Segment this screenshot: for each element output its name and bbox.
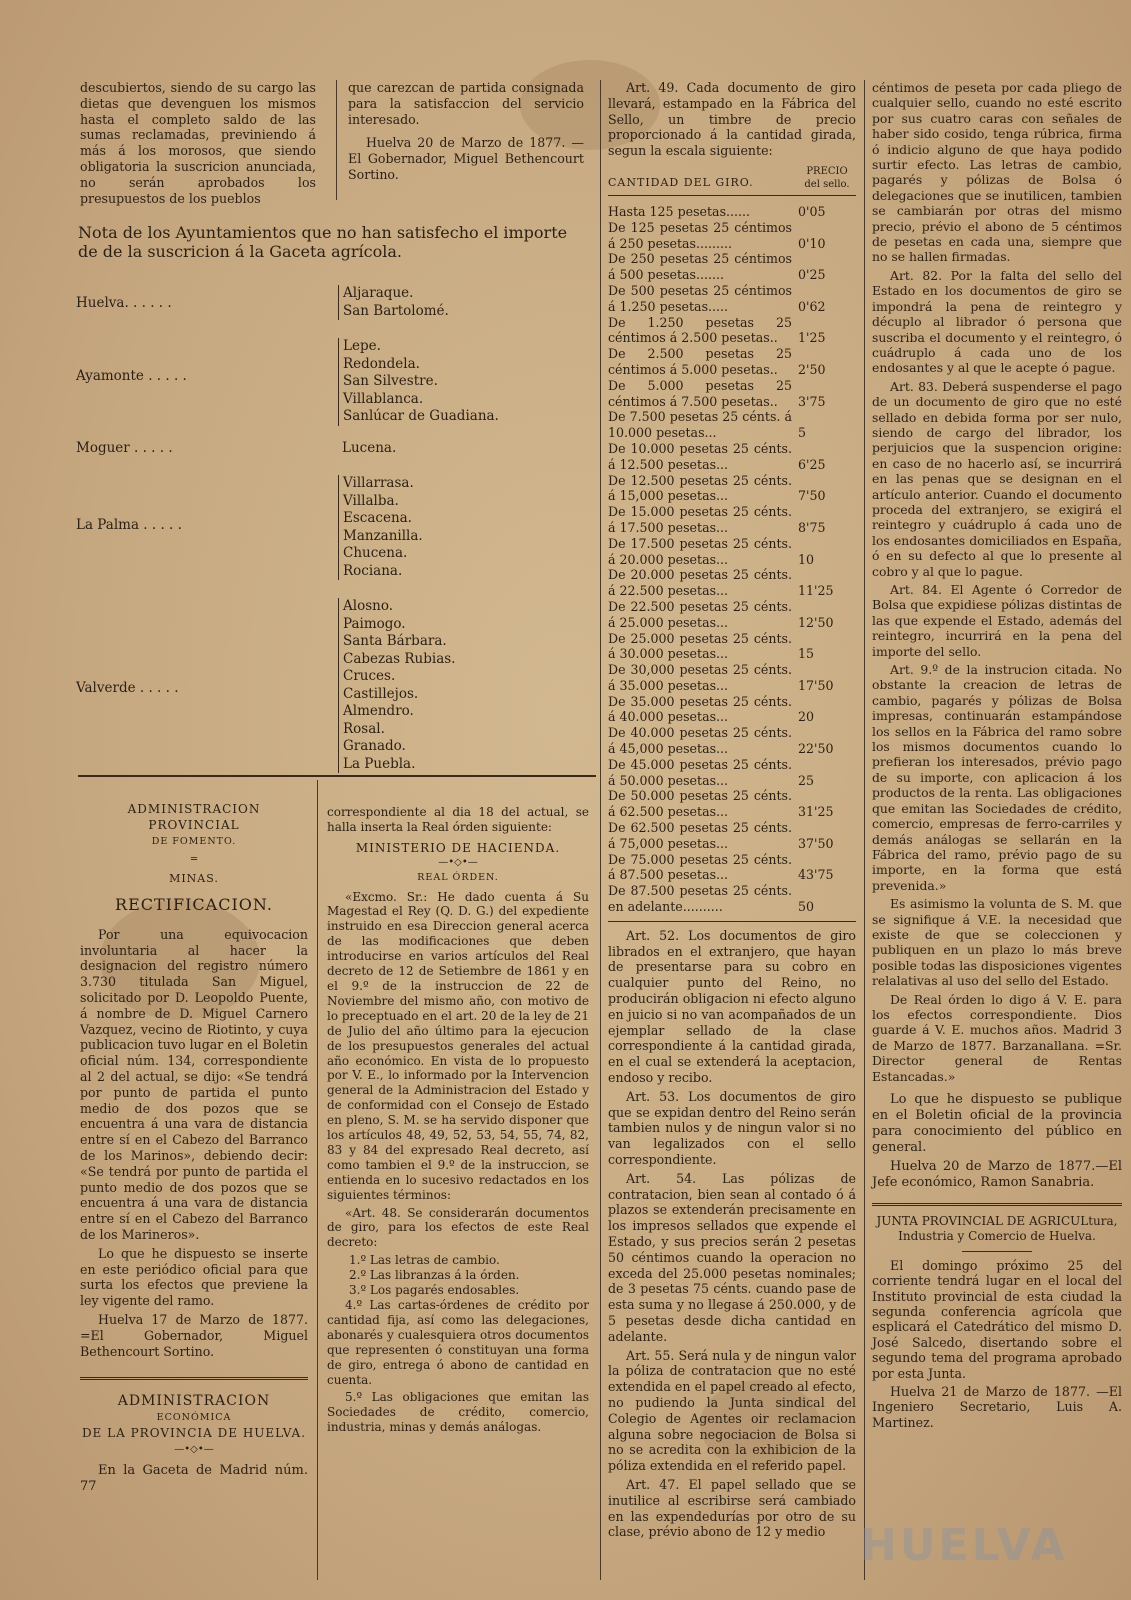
rate-row <box>608 504 856 536</box>
separator: —•◇•— <box>174 1443 214 1455</box>
rate-range: De 87.500 pesetas 25 cénts. en adelante.......... <box>608 883 792 915</box>
pueblos-list <box>338 440 396 458</box>
rate-price: 22'50 <box>798 741 834 757</box>
partido-name: Valverde . . . . . <box>76 680 179 696</box>
th-cantidad: CANTIDAD DEL GIRO. <box>608 176 754 190</box>
rate-price: 3'75 <box>798 393 826 409</box>
admin-econ-heading: ADMINISTRACION <box>117 1393 271 1410</box>
rate-price: 12'50 <box>798 614 834 630</box>
art48-item5: 5.º Las obligaciones que emitan las Sociedades de crédito, comercio, industria, minas y demás análogas. <box>327 1390 589 1435</box>
rate-range: De 45.000 pesetas 25 cénts. á 50.000 pesetas... <box>608 756 792 788</box>
rate-range: De 20.000 pesetas 25 cénts. á 22.500 pesetas... <box>608 567 792 599</box>
rate-price: 1'25 <box>798 330 826 346</box>
rate-range: De 22.500 pesetas 25 cénts. á 25.000 pesetas... <box>608 598 792 630</box>
rate-range: De 40.000 pesetas 25 cénts. á 45,000 pesetas... <box>608 725 792 757</box>
rate-price: 5 <box>798 425 807 441</box>
rate-row <box>608 473 856 505</box>
column-rule <box>336 80 337 200</box>
partido-name: La Palma . . . . . <box>76 517 182 533</box>
de-fomento-heading: DE FOMENTO. <box>151 835 237 847</box>
rate-price: 25 <box>798 772 815 788</box>
col1-lower <box>80 802 308 1498</box>
rate-price: 0'10 <box>798 235 826 251</box>
pueblo: Cruces. <box>343 668 396 684</box>
section-rule <box>872 1203 1122 1206</box>
pueblo: Cabezas Rubias. <box>343 650 456 667</box>
minas-heading: MINAS. <box>169 872 219 886</box>
rate-row <box>608 631 856 663</box>
partido-name: Ayamonte . . . . . <box>76 368 187 384</box>
junta-signature: Huelva 21 de Marzo de 1877. —El Ingeniero Secretario, Luis A. Martinez. <box>872 1384 1122 1430</box>
rate-row <box>608 251 856 283</box>
rate-row <box>608 820 856 852</box>
section-rule <box>78 775 596 777</box>
column-rule <box>864 80 865 1580</box>
art82: Art. 82. Por la falta del sello del Estado en los documentos de giro se impondrá la pena de reintegro y décuplo al librador ó persona que suscriba el documento y el reintegro, ó cuádruplo á cada uno de los endosantes y al que le acepte ó pague. <box>872 267 1122 376</box>
pueblo: Villablanca. <box>343 390 424 407</box>
pueblo: Rosal. <box>343 720 385 737</box>
pueblo: Rociana. <box>343 562 403 579</box>
rate-range: De 10.000 pesetas 25 cénts. á 12.500 pesetas... <box>608 440 792 472</box>
rate-price: 6'25 <box>798 456 826 472</box>
junta-heading: JUNTA PROVINCIAL DE AGRICULtura, Industria y Comercio de Huelva. <box>876 1214 1118 1244</box>
pueblo: San Bartolomé. <box>343 302 449 319</box>
nota-title: Nota de los Ayuntamientos que no han satisfecho el importe de de la suscricion á la Gaceta agrícola. <box>78 223 568 261</box>
rate-price: 17'50 <box>798 677 834 693</box>
rate-row <box>608 283 856 315</box>
ro-paragraph: «Excmo. Sr.: He dado cuenta á Su Magestad el Rey (Q. D. G.) del expediente instruido en esa Direccion general acerca de las modificaciones que deben introducirse en varios artículos del Real decreto de 12 de Setiembre de 1861 y en el 9.º de la instruccion de 22 de Noviembre del mismo año, con motivo de lo preceptuado en el art. 20 de la ley de 21 de Julio del año último para la ejecucion de los presupuestos generales del actual año económico. En vista de lo propuesto por V. E., lo informado por la Intervencion general de la Administracion del Estado y de conformidad con el Consejo de Estado en pleno, S. M. se ha servido disponer que los artículos 48, 49, 52, 53, 54, 55, 74, 82, 83 y 84 del expresado Real decreto, así como tambien el 9.º de la instruccion, se entienda en lo sucesivo redactados en los siguientes términos: <box>327 889 589 1202</box>
art83: Art. 83. Deberá suspenderse el pago de un documento de giro que no esté sellado en debida forma por ser nulo, siendo de cargo del librador, los perjuicios que la suspencion origine: en caso de no hacerlo así, se incurrirá en las penas que se designan en el artículo anterior. Cuando el documento proceda del extranjero, se exigirá el reintegro y cuádruplo á cada uno de los endosantes domiciliados en España, ó en su defecto al que lo presente al cobro y al que lo pague. <box>872 378 1122 579</box>
ministerio-heading: MINISTERIO DE HACIENDA. <box>355 840 561 855</box>
col2-top-text <box>348 80 584 186</box>
section-rule <box>80 1377 308 1380</box>
col3 <box>608 80 856 1543</box>
rate-row <box>608 315 856 347</box>
rect-paragraph: Por una equivocacion involuntaria al hacer la designacion del registro número 3.730 titulada San Miguel, solicitado por D. Leopoldo Puente, á nombre de D. Miguel Carnero Vazquez, vecino de Riotinto, y cuya publicacion tuvo lugar en el Boletin oficial núm. 134, correspondiente al 2 del actual, se dijo: «Se tendrá por punto de partida el punto medio de dos pozos que se encuentra á una vara de distancia entre sí en el Cabezo del Barranco de los Marinos», debiendo decir: «Se tendrá por punto de partida el punto medio de dos pozos que se encuentra á una vara de distancia entre sí en el Cabezo del Barranco de los Marineros». <box>80 926 308 1242</box>
art49: Art. 49. Cada documento de giro llevará, estampado en la Fábrica del Sello, un timbre de precio proporcionado á la cantidad girada, segun la escala siguiente: <box>608 80 856 159</box>
rate-row <box>608 883 856 915</box>
pueblos-list <box>338 475 423 580</box>
pueblo: Manzanilla. <box>343 527 423 544</box>
rate-table <box>608 204 856 915</box>
rate-price: 37'50 <box>798 835 834 851</box>
rectificacion-heading: RECTIFICACION. <box>115 894 273 914</box>
rate-row <box>608 852 856 884</box>
rate-price: 11'25 <box>798 583 834 599</box>
pueblo: Chucena. <box>343 545 408 561</box>
economica-heading: ECONÓMICA <box>156 1412 232 1424</box>
rate-row <box>608 725 856 757</box>
rate-price: 15 <box>798 646 815 662</box>
art52: Art. 52. Los documentos de giro librados en el extranjero, que hayan de presentarse para su cobro en cualquier punto del Reino, no producirán obligacion ni efecto alguno en juicio si no van acompañados de un ejemplar sellado de la clase correspondiente á la cantidad girada, en el cual se extenderá la aceptacion, endoso y recibo. <box>608 927 856 1086</box>
table-rule <box>608 195 856 196</box>
es-asimismo: Es asimismo la volunta de S. M. que se signifique á V.E. la necesidad que existe de que se coleccionen y publiquen en un plazo lo más breve posible todas las disposiciones vigentes relalativas al uso del sello del Estado. <box>872 896 1122 989</box>
art84: Art. 84. El Agente ó Corredor de Bolsa que expidiese pólizas distintas de las que expende el Estado, además del reintegro, incurrirá en la pena del importe del sello. <box>872 582 1122 659</box>
rate-row <box>608 441 856 473</box>
rate-range: De 15.000 pesetas 25 cénts. á 17.500 pesetas... <box>608 504 792 535</box>
pueblo: Sanlúcar de Guadiana. <box>343 408 499 424</box>
rate-row <box>608 409 856 441</box>
art47: Art. 47. El papel sellado que se inutilice al escribirse será cambiado en las expendedurías por otro de su clase, prévio abono de 12 y medio <box>608 1476 856 1540</box>
pueblo: Santa Bárbara. <box>343 633 447 649</box>
rate-price: 0'25 <box>798 267 826 283</box>
rate-row <box>608 788 856 820</box>
pueblos-list <box>338 598 455 773</box>
rate-range: De 25.000 pesetas 25 cénts. á 30.000 pesetas... <box>608 630 792 662</box>
col4-paragraph: céntimos de peseta por cada pliego de cualquier sello, cuando no esté escrito por sus cuatro caras con señales de haber sido cosido, tenga rúbrica, firma ó indicio alguno de que haya podido surtir efecto. Las letras de cambio, pagarés y pólizas de Bolsa ó delegaciones que se inutilicen, tambien se cambiarán por otras del mismo precio, prévio el abono de 5 céntimos de pesetas en cada una, siempre que no se hallen firmadas. <box>872 80 1122 265</box>
provincia-heading: DE LA PROVINCIA DE HUELVA. <box>81 1425 307 1440</box>
pueblo: La Puebla. <box>343 755 416 772</box>
pueblos-list <box>338 338 499 426</box>
rate-range: De 5.000 pesetas 25 céntimos á 7.500 pesetas.. <box>608 377 792 409</box>
rate-price: 0'62 <box>798 298 826 314</box>
rate-row <box>608 536 856 568</box>
rate-row <box>608 220 856 252</box>
pueblo: Lepe. <box>343 338 381 354</box>
rate-row <box>608 378 856 410</box>
rate-range: De 250 pesetas 25 céntimos á 500 pesetas....... <box>608 251 792 283</box>
short-rule <box>962 1251 1032 1252</box>
lo-que: Lo que he dispuesto se publique en el Boletin oficial de la provincia para conocimiento del público en general. <box>872 1092 1122 1155</box>
pueblo: Castillejos. <box>343 685 419 702</box>
col2-lower <box>327 805 589 1438</box>
rate-price: 2'50 <box>798 361 826 377</box>
rate-range: Hasta 125 pesetas...... <box>608 203 751 219</box>
junta-paragraph: El domingo próximo 25 del corriente tendrá lugar en el local del Instituto provincial de esta ciudad la segunda conferencia agrícola que esplicará el Catedrático del mismo D. José Salcedo, disertando sobre el segundo tema del programa aprobado por esta Junta. <box>872 1257 1122 1381</box>
pueblo: Villarrasa. <box>343 475 414 491</box>
col1-top-text <box>80 80 316 209</box>
pueblo: Paimogo. <box>343 615 406 632</box>
rate-range: De 2.500 pesetas 25 céntimos á 5.000 pesetas.. <box>608 346 792 377</box>
partido-name: Huelva. . . . . . <box>76 295 172 311</box>
pueblo: Redondela. <box>343 355 420 372</box>
rate-range: De 17.500 pesetas 25 cénts. á 20.000 pesetas... <box>608 535 792 567</box>
rate-price: 0'05 <box>798 203 826 219</box>
rate-range: De 30,000 pesetas 25 cénts. á 35.000 pesetas... <box>608 662 792 693</box>
pueblo: Lucena. <box>342 440 397 456</box>
rate-row <box>608 567 856 599</box>
de-real-orden: De Real órden lo digo á V. E. para los efectos correspondiente. Dios guarde á V. E. muchos años. Madrid 3 de Marzo de 1877. Barzanallana. =Sr. Director general de Rentas Estancadas.» <box>872 991 1122 1084</box>
real-orden-heading: REAL ÓRDEN. <box>417 871 499 883</box>
column-rule <box>600 80 601 1580</box>
rate-price: 20 <box>798 709 815 725</box>
rate-range: De 7.500 pesetas 25 cénts. á 10.000 pesetas... <box>608 409 792 441</box>
col4-signature: Huelva 20 de Marzo de 1877.—El Jefe económico, Ramon Sanabria. <box>872 1159 1122 1190</box>
gaceta-paragraph: En la Gaceta de Madrid núm. 77 <box>80 1463 308 1495</box>
art9: Art. 9.º de la instrucion citada. No obstante la creacion de letras de cambio, pagarés y pólizas de Bolsa impresas, continuarán estampándose los sellos en la Fábrica del ramo sobre los mismos documentos cuando lo prefieran los interesados, prévio pago de su importe, con aplicacion á los productos de la renta. Las obligaciones que emitan las Sociedades de crédito, comercio, empresas de ferro-carriles y demás análogas se sellarán en la Fábrica del ramo, prévio pago de su importe, en la forma que está prevenida.» <box>872 662 1122 893</box>
col2-signature: Huelva 20 de Marzo de 1877. —El Gobernador, Miguel Bethencourt Sortino. <box>348 135 584 182</box>
rate-range: De 12.500 pesetas 25 cénts. á 15,000 pesetas... <box>608 472 792 504</box>
partido-name: Moguer . . . . . <box>76 440 173 456</box>
rate-row <box>608 662 856 694</box>
col2-paragraph: que carezcan de partida consignada para la satisfaccion del servicio interesado. <box>348 80 584 127</box>
rate-range: De 500 pesetas 25 céntimos á 1.250 pesetas..... <box>608 282 792 314</box>
pueblo: Villalba. <box>343 492 399 509</box>
rate-range: De 62.500 pesetas 25 cénts. á 75,000 pesetas... <box>608 820 792 851</box>
ro-intro: correspondiente al dia 18 del actual, se halla inserta la Real órden siguiente: <box>327 805 589 834</box>
pueblo: San Silvestre. <box>343 373 438 389</box>
rate-range: De 35.000 pesetas 25 cénts. á 40.000 pesetas... <box>608 693 792 725</box>
pueblos-list <box>338 285 449 320</box>
rate-range: De 125 pesetas 25 céntimos á 250 pesetas......... <box>608 219 792 251</box>
art48-item4: 4.º Las cartas-órdenes de crédito por cantidad fija, así como las delegaciones, abonarés y cualesquiera otros documentos que representen ó constituyan una forma de giro, entrega ó abono de cantidad en cuenta. <box>327 1298 589 1387</box>
rate-row <box>608 694 856 726</box>
pueblo: Almendro. <box>343 703 414 719</box>
art48-item: 3.º Los pagarés endosables. <box>349 1283 520 1298</box>
rect-signature: Huelva 17 de Marzo de 1877. =El Gobernador, Miguel Bethencourt Sortino. <box>80 1311 308 1359</box>
col4 <box>872 80 1122 1433</box>
col1-paragraph: descubiertos, siendo de su cargo las dietas que devenguen los mismos hasta el completo saldo de las sumas reclamadas, previniendo á más á los morosos, que siendo obligatoria la suscricion anunciada, no serán aprobados los presupuestos de los pueblos <box>80 80 316 206</box>
separator: —•◇•— <box>438 856 478 868</box>
art48: «Art. 48. Se considerarán documentos de giro, para los efectos de este Real decreto: <box>327 1205 589 1250</box>
huelva-watermark: HUELVA <box>860 1520 1068 1571</box>
rate-range: De 1.250 pesetas 25 céntimos á 2.500 pesetas.. <box>608 314 792 346</box>
art53: Art. 53. Los documentos de giro que se expidan dentro del Reino serán tambien nulos y de ningun valor si no van legalizados con el sello correspondiente. <box>608 1088 856 1167</box>
rate-price: 7'50 <box>798 488 826 504</box>
art54: Art. 54. Las pólizas de contratacion, bien sean al contado ó á plazos se extenderán precisamente en los impresos sellados que expende el Estado, y sus precios serán 2 pesetas 50 céntimos cuando la operacion no exceda del 25.000 pesetas nominales; de 3 pesetas 75 cénts. cuando pase de esta suma y no llegase á 250.000, y de 5 pesetas desde dicha cantidad en adelante. <box>608 1170 856 1344</box>
art48-item: 1.º Las letras de cambio. <box>349 1253 500 1268</box>
rect-paragraph: Lo que he dispuesto se inserte en este periódico oficial para que surta los efectos que previene la ley vigente del ramo. <box>80 1245 308 1309</box>
admin-fomento-heading: ADMINISTRACION PROVINCIAL <box>127 802 261 832</box>
rate-table-header <box>608 165 856 191</box>
pueblo: Escacena. <box>343 510 412 526</box>
art48-item: 2.º Las libranzas á la órden. <box>349 1268 520 1283</box>
rate-price: 43'75 <box>798 867 834 883</box>
rate-price: 8'75 <box>798 519 826 535</box>
rate-row <box>608 346 856 378</box>
pueblo: Aljaraque. <box>343 285 414 301</box>
rate-row <box>608 599 856 631</box>
column-rule <box>317 780 318 1580</box>
pueblo: Granado. <box>343 738 406 754</box>
rate-range: De 75.000 pesetas 25 cénts. á 87.500 pesetas... <box>608 851 792 883</box>
table-rule <box>608 921 856 922</box>
art55: Art. 55. Será nula y de ningun valor la póliza de contratacion que no esté extendida en el papel creado al efecto, no pudiendo la Junta sindical del Colegio de Agentes oir reclamacion alguna sobre negociacion de Bolsa si no se acredita con la exhibicion de la póliza extendida en el referido papel. <box>608 1347 856 1474</box>
rate-row <box>608 204 856 220</box>
separator: ═ <box>190 854 198 866</box>
rate-range: De 50.000 pesetas 25 cénts. á 62.500 pesetas... <box>608 788 792 820</box>
art48-items <box>327 1253 589 1298</box>
th-precio: PRECIO del sello. <box>804 165 850 190</box>
pueblo: Alosno. <box>343 598 393 614</box>
rate-price: 50 <box>798 899 815 915</box>
rate-price: 10 <box>798 551 815 567</box>
rate-price: 31'25 <box>798 804 834 820</box>
rate-row <box>608 757 856 789</box>
